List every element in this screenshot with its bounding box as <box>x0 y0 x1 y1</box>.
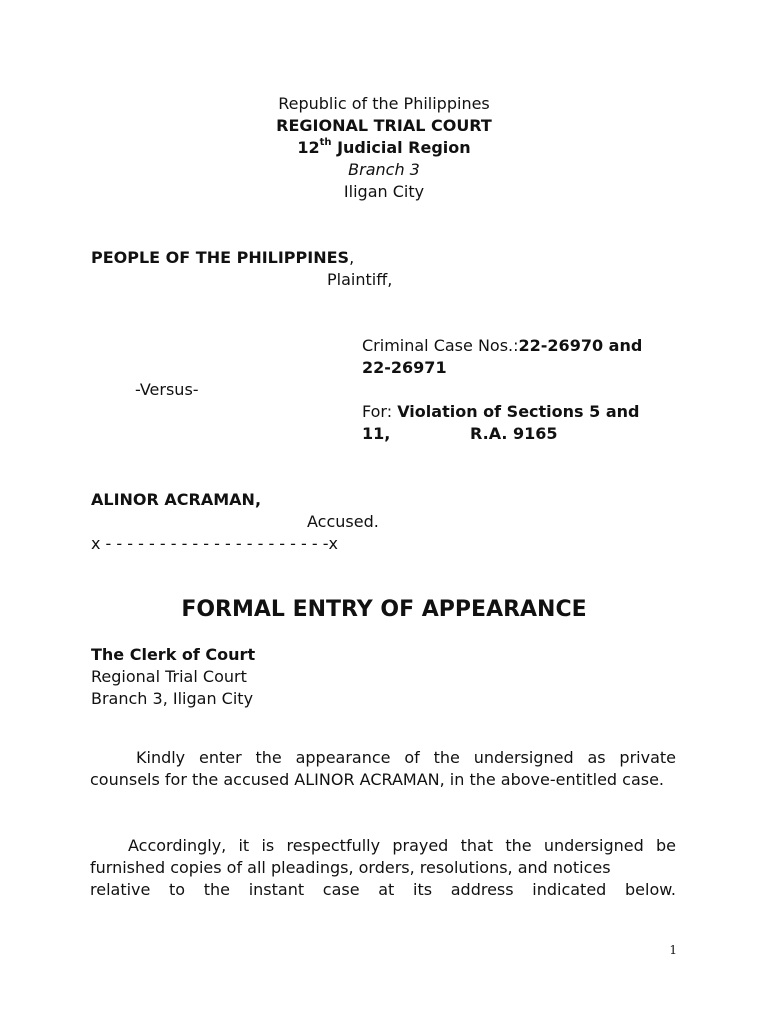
document-title: FORMAL ENTRY OF APPEARANCE <box>181 597 587 622</box>
case-numbers-2: 22-26971 <box>362 358 447 377</box>
paragraph-1-text: Kindly enter the appearance of the undersigned as private counsels for the accused ALINOR ACRAMAN, in the above-entitled case. <box>90 748 676 789</box>
addressee-location: Branch 3, Iligan City <box>91 689 254 708</box>
violation-text-1: Violation of Sections 5 and <box>397 402 640 421</box>
court-name: REGIONAL TRIAL COURT <box>276 116 492 135</box>
judicial-region <box>0 137 768 159</box>
body-paragraph-1 <box>90 747 676 791</box>
case-numbers-1: 22-26970 and <box>518 336 643 355</box>
addressee-name: The Clerk of Court <box>91 645 256 664</box>
violation-line-2-right: R.A. 9165 <box>470 424 558 443</box>
accused-name: ALINOR ACRAMAN, <box>91 490 262 509</box>
word: the <box>203 880 231 899</box>
caption-separator: x - - - - - - - - - - - - - - - - - - - - -x <box>91 534 338 553</box>
violation-line-2-left: 11, <box>362 424 391 443</box>
versus-line: -Versus- <box>135 380 199 399</box>
case-label: Criminal Case Nos.: <box>362 336 519 355</box>
case-number-line-1 <box>362 335 642 357</box>
word: relative <box>90 880 151 899</box>
page-number: 1 <box>669 943 677 957</box>
violation-line-1 <box>362 401 639 423</box>
plaintiff-role: Plaintiff, <box>327 270 393 289</box>
region-text: Judicial Region <box>331 138 471 157</box>
plaintiff-name <box>91 247 354 269</box>
addressee-court: Regional Trial Court <box>91 667 247 686</box>
word: at <box>378 880 395 899</box>
word: indicated <box>532 880 607 899</box>
word: address <box>450 880 514 899</box>
plaintiff-name-text: PEOPLE OF THE PHILIPPINES <box>91 248 350 267</box>
word: its <box>413 880 433 899</box>
word: to <box>169 880 186 899</box>
word: case <box>322 880 360 899</box>
paragraph-2-last-line <box>90 879 676 901</box>
body-paragraph-2 <box>90 835 676 879</box>
city-line: Iligan City <box>343 182 425 201</box>
branch-line: Branch 3 <box>348 160 420 179</box>
region-suffix: th <box>319 136 332 148</box>
accused-role: Accused. <box>307 512 379 531</box>
word: instant <box>248 880 305 899</box>
for-label: For: <box>362 402 398 421</box>
region-number: 12 <box>297 138 320 157</box>
paragraph-2-text: Accordingly, it is respectfully prayed that the undersigned be furnished copies of all pleadings, orders, resolutions, and notices <box>90 836 676 877</box>
republic-line: Republic of the Philippines <box>278 94 490 113</box>
plaintiff-comma: , <box>349 248 355 267</box>
word: below. <box>625 880 676 899</box>
